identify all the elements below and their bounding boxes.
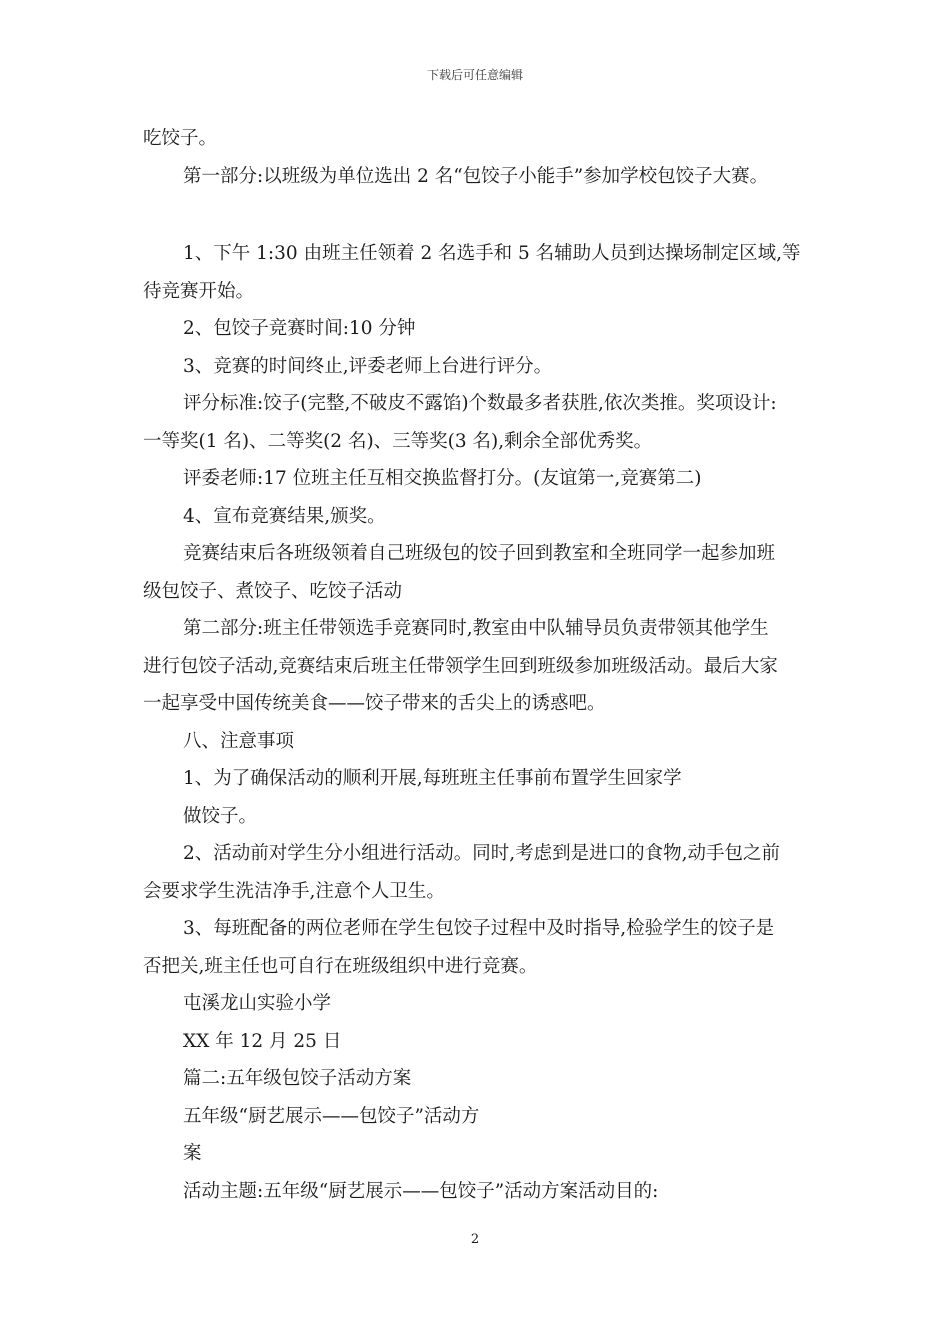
paragraph-line: 第二部分:班主任带领选手竞赛同时,教室由中队辅导员负责带领其他学生 <box>183 618 769 639</box>
paragraph-line: 一等奖(1 名)、二等奖(2 名)、三等奖(3 名),剩余全部优秀奖。 <box>143 430 653 452</box>
paragraph-line: 会要求学生洗洁净手,注意个人卫生。 <box>143 880 445 902</box>
blank-gap <box>143 195 811 235</box>
page-number: 2 <box>470 1232 480 1247</box>
paragraph-line: 活动主题:五年级“厨艺展示——包饺子”活动方案活动目的: <box>183 1180 659 1202</box>
document-body <box>143 120 811 1210</box>
signature-school: 屯溪龙山实验小学 <box>183 993 332 1014</box>
paragraph-line: 评分标准:饺子(完整,不破皮不露馅)个数最多者获胜,依次类推。奖项设计: <box>183 393 777 414</box>
paragraph-line: 第一部分:以班级为单位选出 2 名“包饺子小能手”参加学校包饺子大赛。 <box>183 165 769 187</box>
page-header: 下载后可任意编辑 <box>426 68 523 82</box>
signature-date: XX 年 12 月 25 日 <box>183 1030 342 1052</box>
paragraph-line: 五年级“厨艺展示——包饺子”活动方 <box>183 1105 480 1127</box>
paragraph-line: 吃饺子。 <box>143 128 218 149</box>
paragraph-line: 竞赛结束后各班级领着自己班级包的饺子回到教室和全班同学一起参加班 <box>183 543 776 564</box>
paragraph-line: 1、下午 1:30 由班主任领着 2 名选手和 5 名辅助人员到达操场制定区域,等 <box>183 243 801 264</box>
paragraph-line: 4、宣布竞赛结果,颁奖。 <box>183 505 386 527</box>
paragraph-line: 级包饺子、煮饺子、吃饺子活动 <box>143 580 403 602</box>
section-heading: 八、注意事项 <box>183 730 295 752</box>
paragraph-line: 一起享受中国传统美食——饺子带来的舌尖上的诱惑吧。 <box>143 693 606 714</box>
paragraph-line: 1、为了确保活动的顺利开展,每班班主任事前布置学生回家学 <box>183 768 682 789</box>
paragraph-line: 案 <box>183 1143 202 1164</box>
paragraph-line: 2、包饺子竞赛时间:10 分钟 <box>183 318 416 339</box>
paragraph-line: 做饺子。 <box>183 805 258 827</box>
paragraph-line: 待竞赛开始。 <box>143 280 255 302</box>
paragraph-line: 3、竞赛的时间终止,评委老师上台进行评分。 <box>183 355 553 377</box>
paragraph-line: 否把关,班主任也可自行在班级组织中进行竞赛。 <box>143 955 538 977</box>
paragraph-line: 3、每班配备的两位老师在学生包饺子过程中及时指导,检验学生的饺子是 <box>183 918 775 939</box>
section-heading: 篇二:五年级包饺子活动方案 <box>183 1068 412 1089</box>
paragraph-line: 评委老师:17 位班主任互相交换监督打分。(友谊第一,竞赛第二) <box>183 468 702 489</box>
paragraph-line: 2、活动前对学生分小组进行活动。同时,考虑到是进口的食物,动手包之前 <box>183 843 781 864</box>
paragraph-line: 进行包饺子活动,竞赛结束后班主任带领学生回到班级参加班级活动。最后大家 <box>143 655 778 677</box>
